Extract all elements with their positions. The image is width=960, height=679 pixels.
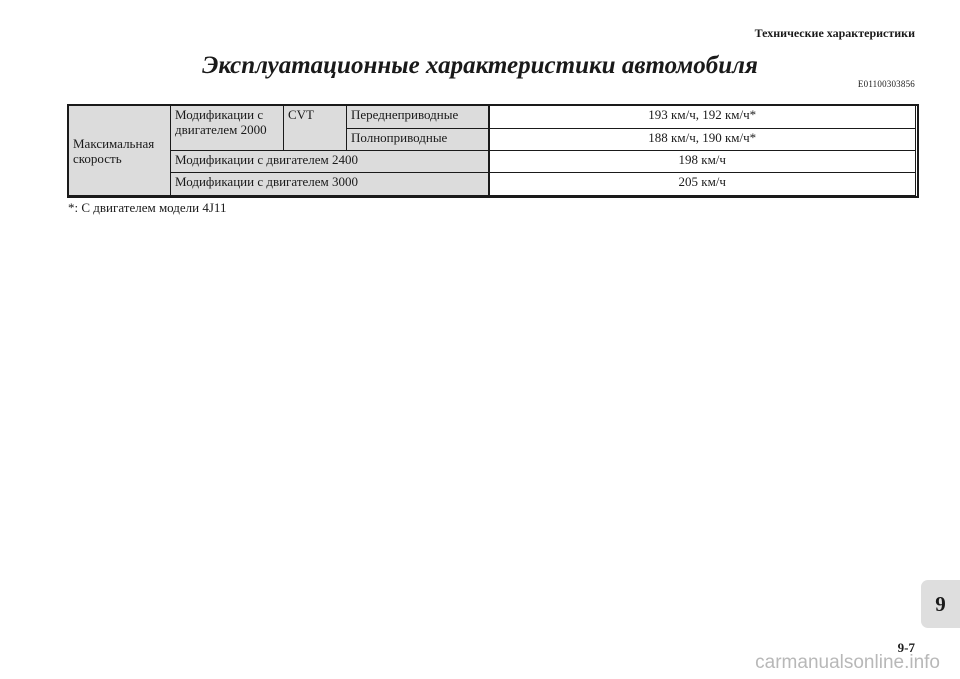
max-speed-table — [68, 105, 916, 196]
page-title: Эксплуатационные характеристики автомобиля — [202, 52, 758, 79]
section-header: Технические характеристики — [754, 26, 915, 40]
watermark: carmanualsonline.info — [755, 652, 940, 673]
engine-2400-value: 198 км/ч — [489, 151, 916, 173]
fwd-label: Переднеприводные — [347, 106, 489, 129]
fwd-value: 193 км/ч, 192 км/ч* — [489, 106, 916, 129]
chapter-tab[interactable] — [921, 580, 960, 628]
engine-3000-label: Модификации с двигателем 3000 — [171, 173, 489, 196]
transmission-cell: CVT — [284, 106, 347, 151]
footnote: *: С двигателем модели 4J11 — [68, 200, 227, 215]
engine-3000-value: 205 км/ч — [489, 173, 916, 196]
max-speed-header: Максимальная скорость — [69, 106, 171, 196]
page-number: 9-7 — [897, 640, 915, 655]
awd-value: 188 км/ч, 190 км/ч* — [489, 129, 916, 151]
chapter-number: 9 — [935, 591, 946, 616]
engine-2000-cell: Модификации с двигателем 2000 — [171, 106, 284, 151]
document-code: E01100303856 — [857, 79, 915, 89]
awd-label: Полноприводные — [347, 129, 489, 151]
engine-2400-label: Модификации с двигателем 2400 — [171, 151, 489, 173]
